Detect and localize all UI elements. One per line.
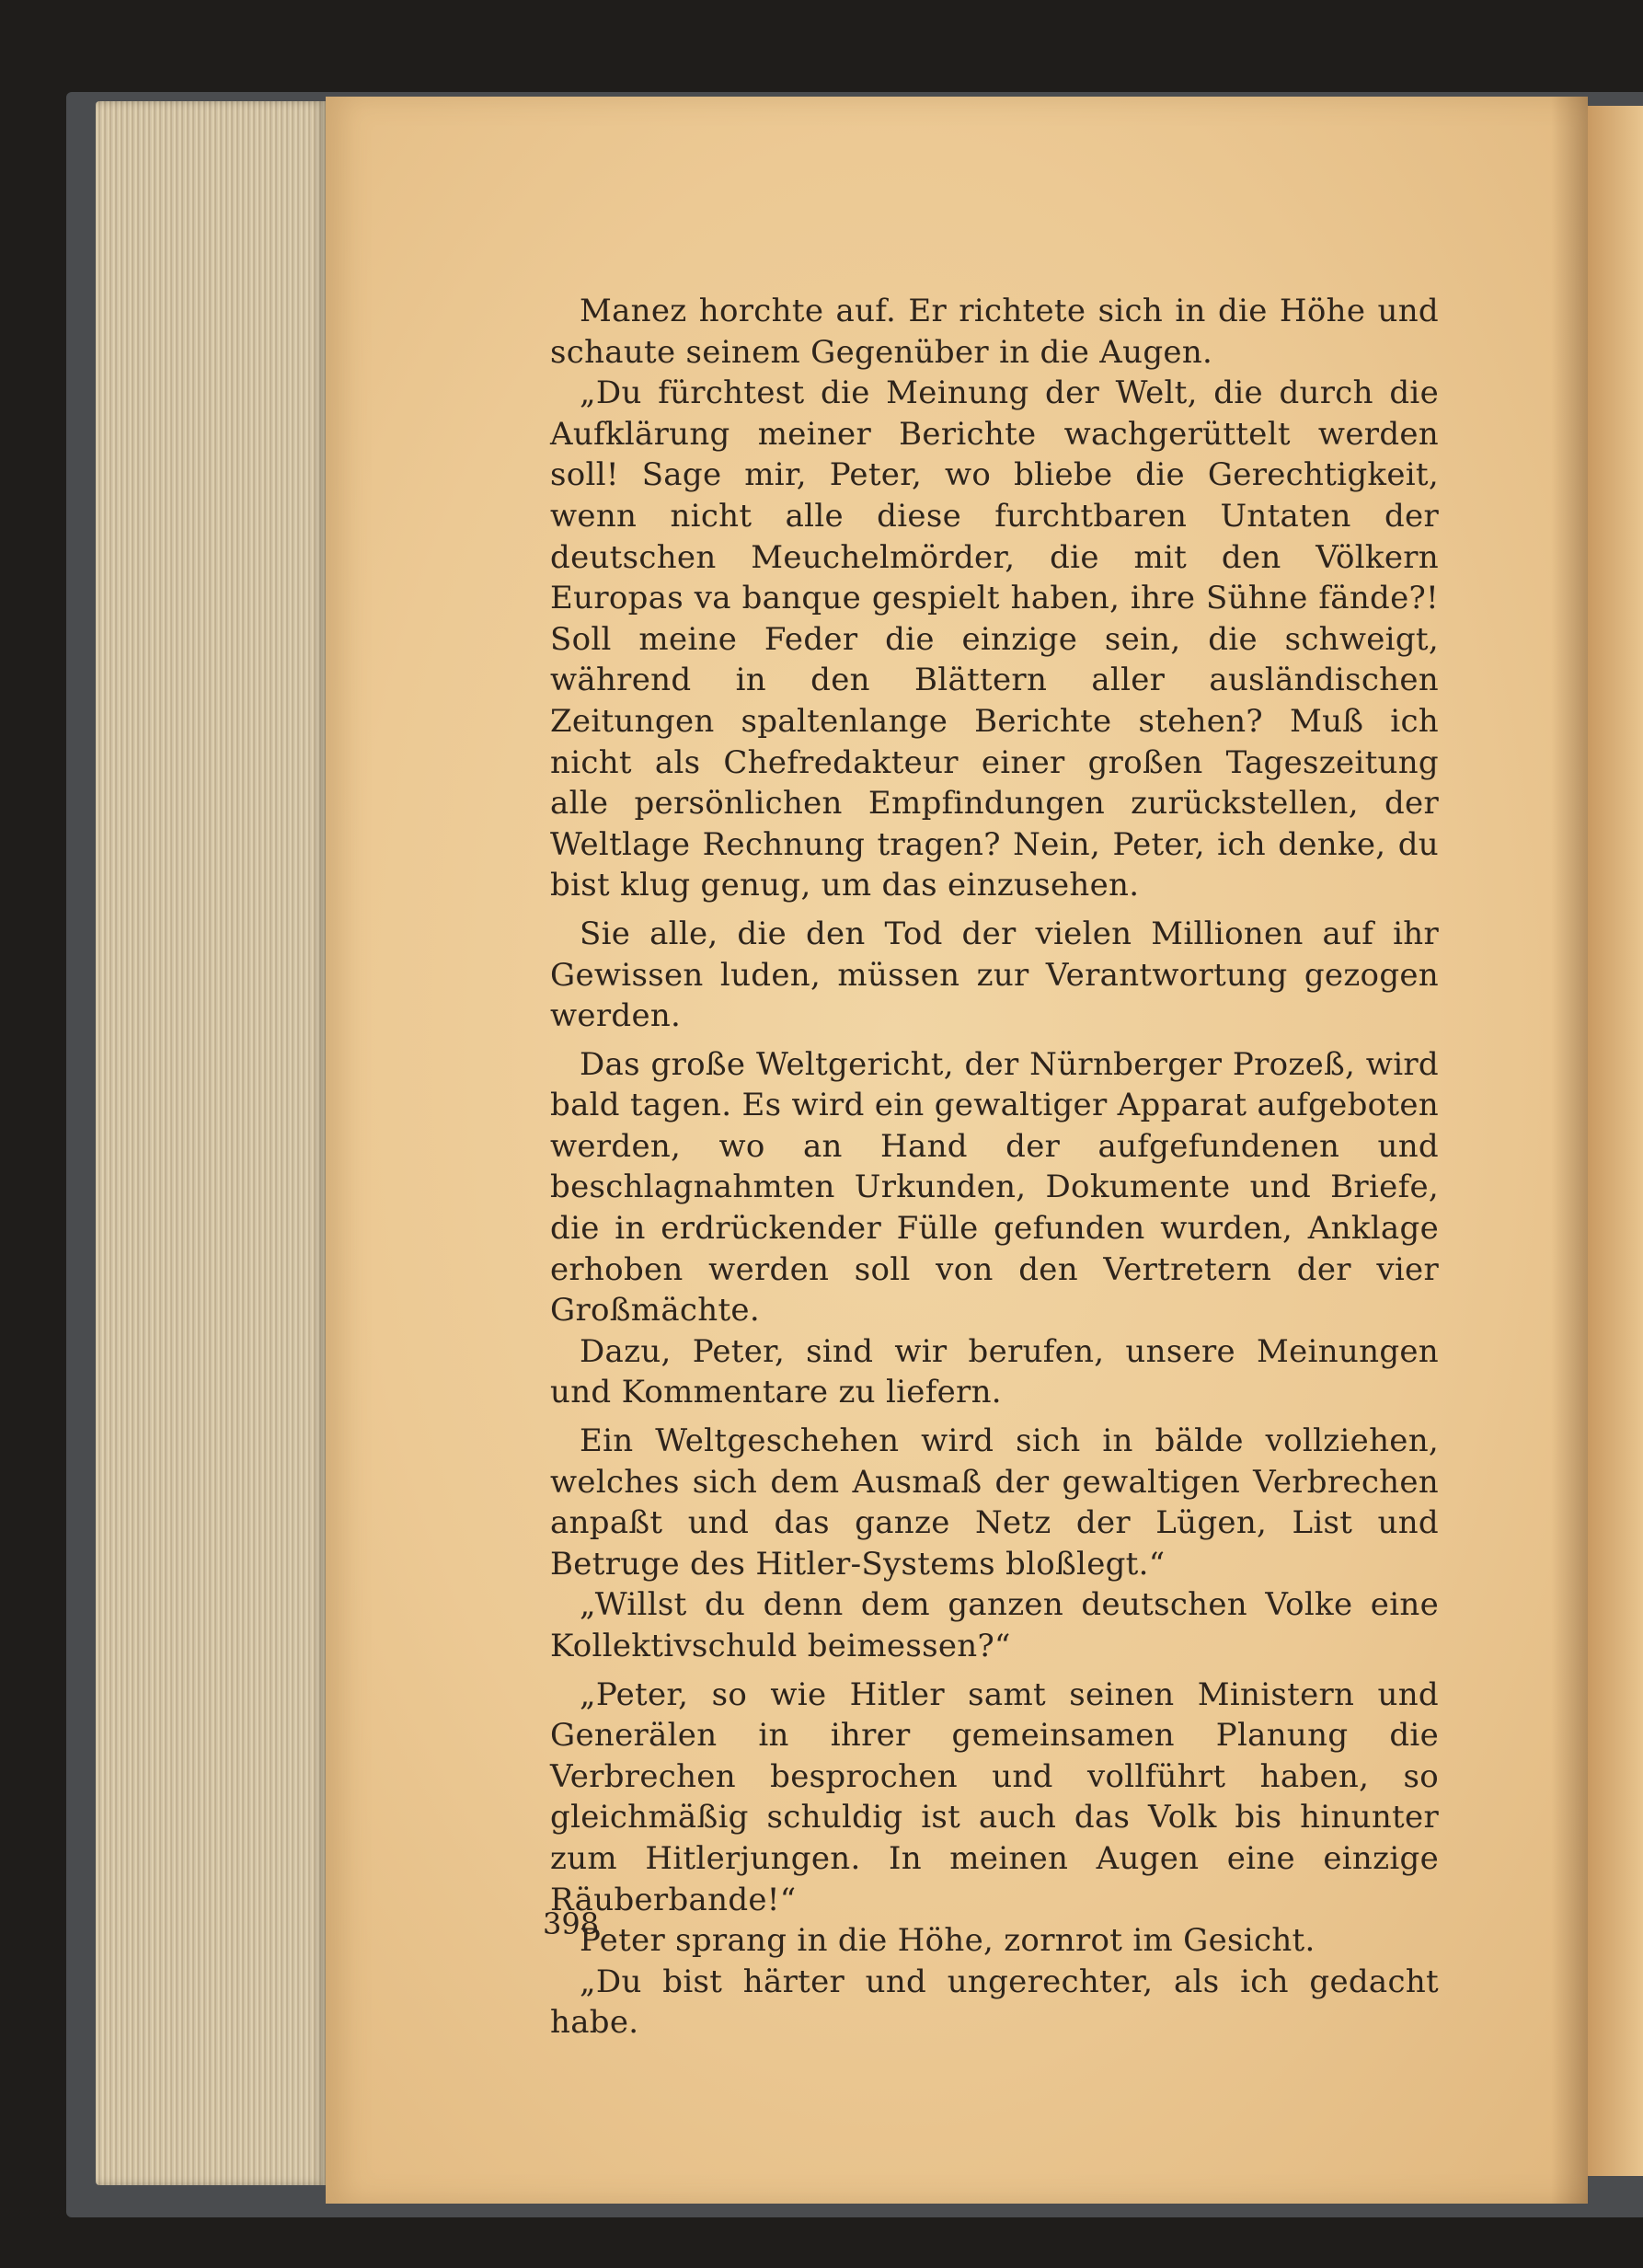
facing-page-edge [1588,106,1643,2176]
paragraph: „Peter, so wie Hitler samt seinen Ministern und Generälen in ihrer gemeinsamen Planung die Verbrechen besprochen und vollführt haben, so gleichmäßig schuldig ist auch das Volk bis hinunter zum Hitlerjungen. In meinen Augen eine einzige Räuberbande!“ [550,1675,1439,1918]
paragraph: „Du bist härter und ungerechter, als ich gedacht habe. [550,1963,1439,2042]
page-number: 398 [543,1906,600,1941]
paragraph: Das große Weltgericht, der Nürnberger Prozeß, wird bald tagen. Es wird ein gewaltiger Apparat aufgeboten werden, wo an Hand der aufgefundenen und beschlagnahmten Urkunden, Dokumente und Briefe, die in erdrückender Fülle gefunden wurden, Anklage erhoben werden soll von den Vertretern der vier Großmächte. [550,1045,1439,1330]
paragraph: „Du fürchtest die Meinung der Welt, die durch die Aufklärung meiner Berichte wachgerüttelt werden soll! Sage mir, Peter, wo bliebe die Gerechtigkeit, wenn nicht alle diese furchtbaren Untaten der deutschen Meuchelmörder, die mit den Völkern Europas va banque gespielt haben, ihre Sühne fände?! Soll meine Feder die einzige sein, die schweigt, während in den Blättern aller ausländischen Zeitungen spaltenlange Berichte stehen? Muß ich nicht als Chefredakteur einer großen Tageszeitung alle persönlichen Empfindungen zurückstellen, der Weltlage Rechnung tragen? Nein, Peter, ich denke, du bist klug genug, um das einzusehen. [550,374,1439,904]
page-edges-stack [96,101,326,2185]
body-text [550,291,1439,2044]
paragraph: Peter sprang in die Höhe, zornrot im Gesicht. [580,1922,1316,1960]
paragraph: Dazu, Peter, sind wir berufen, unsere Meinungen und Kommentare zu liefern. [550,1332,1439,1411]
gutter-shadow [1551,97,1588,2204]
paragraph: Manez horchte auf. Er richtete sich in die Höhe und schaute seinem Gegenüber in die Augen. [550,293,1439,371]
paragraph: Sie alle, die den Tod der vielen Millionen auf ihr Gewissen luden, müssen zur Verantwortung gezogen werden. [550,915,1439,1035]
paragraph: „Willst du denn dem ganzen deutschen Volke eine Kollektivschuld beimessen?“ [550,1586,1439,1664]
paragraph: Ein Weltgeschehen wird sich in bälde vollziehen, welches sich dem Ausmaß der gewaltigen Verbrechen anpaßt und das ganze Netz der Lügen, List und Betruge des Hitler-Systems bloßlegt.“ [550,1422,1439,1583]
